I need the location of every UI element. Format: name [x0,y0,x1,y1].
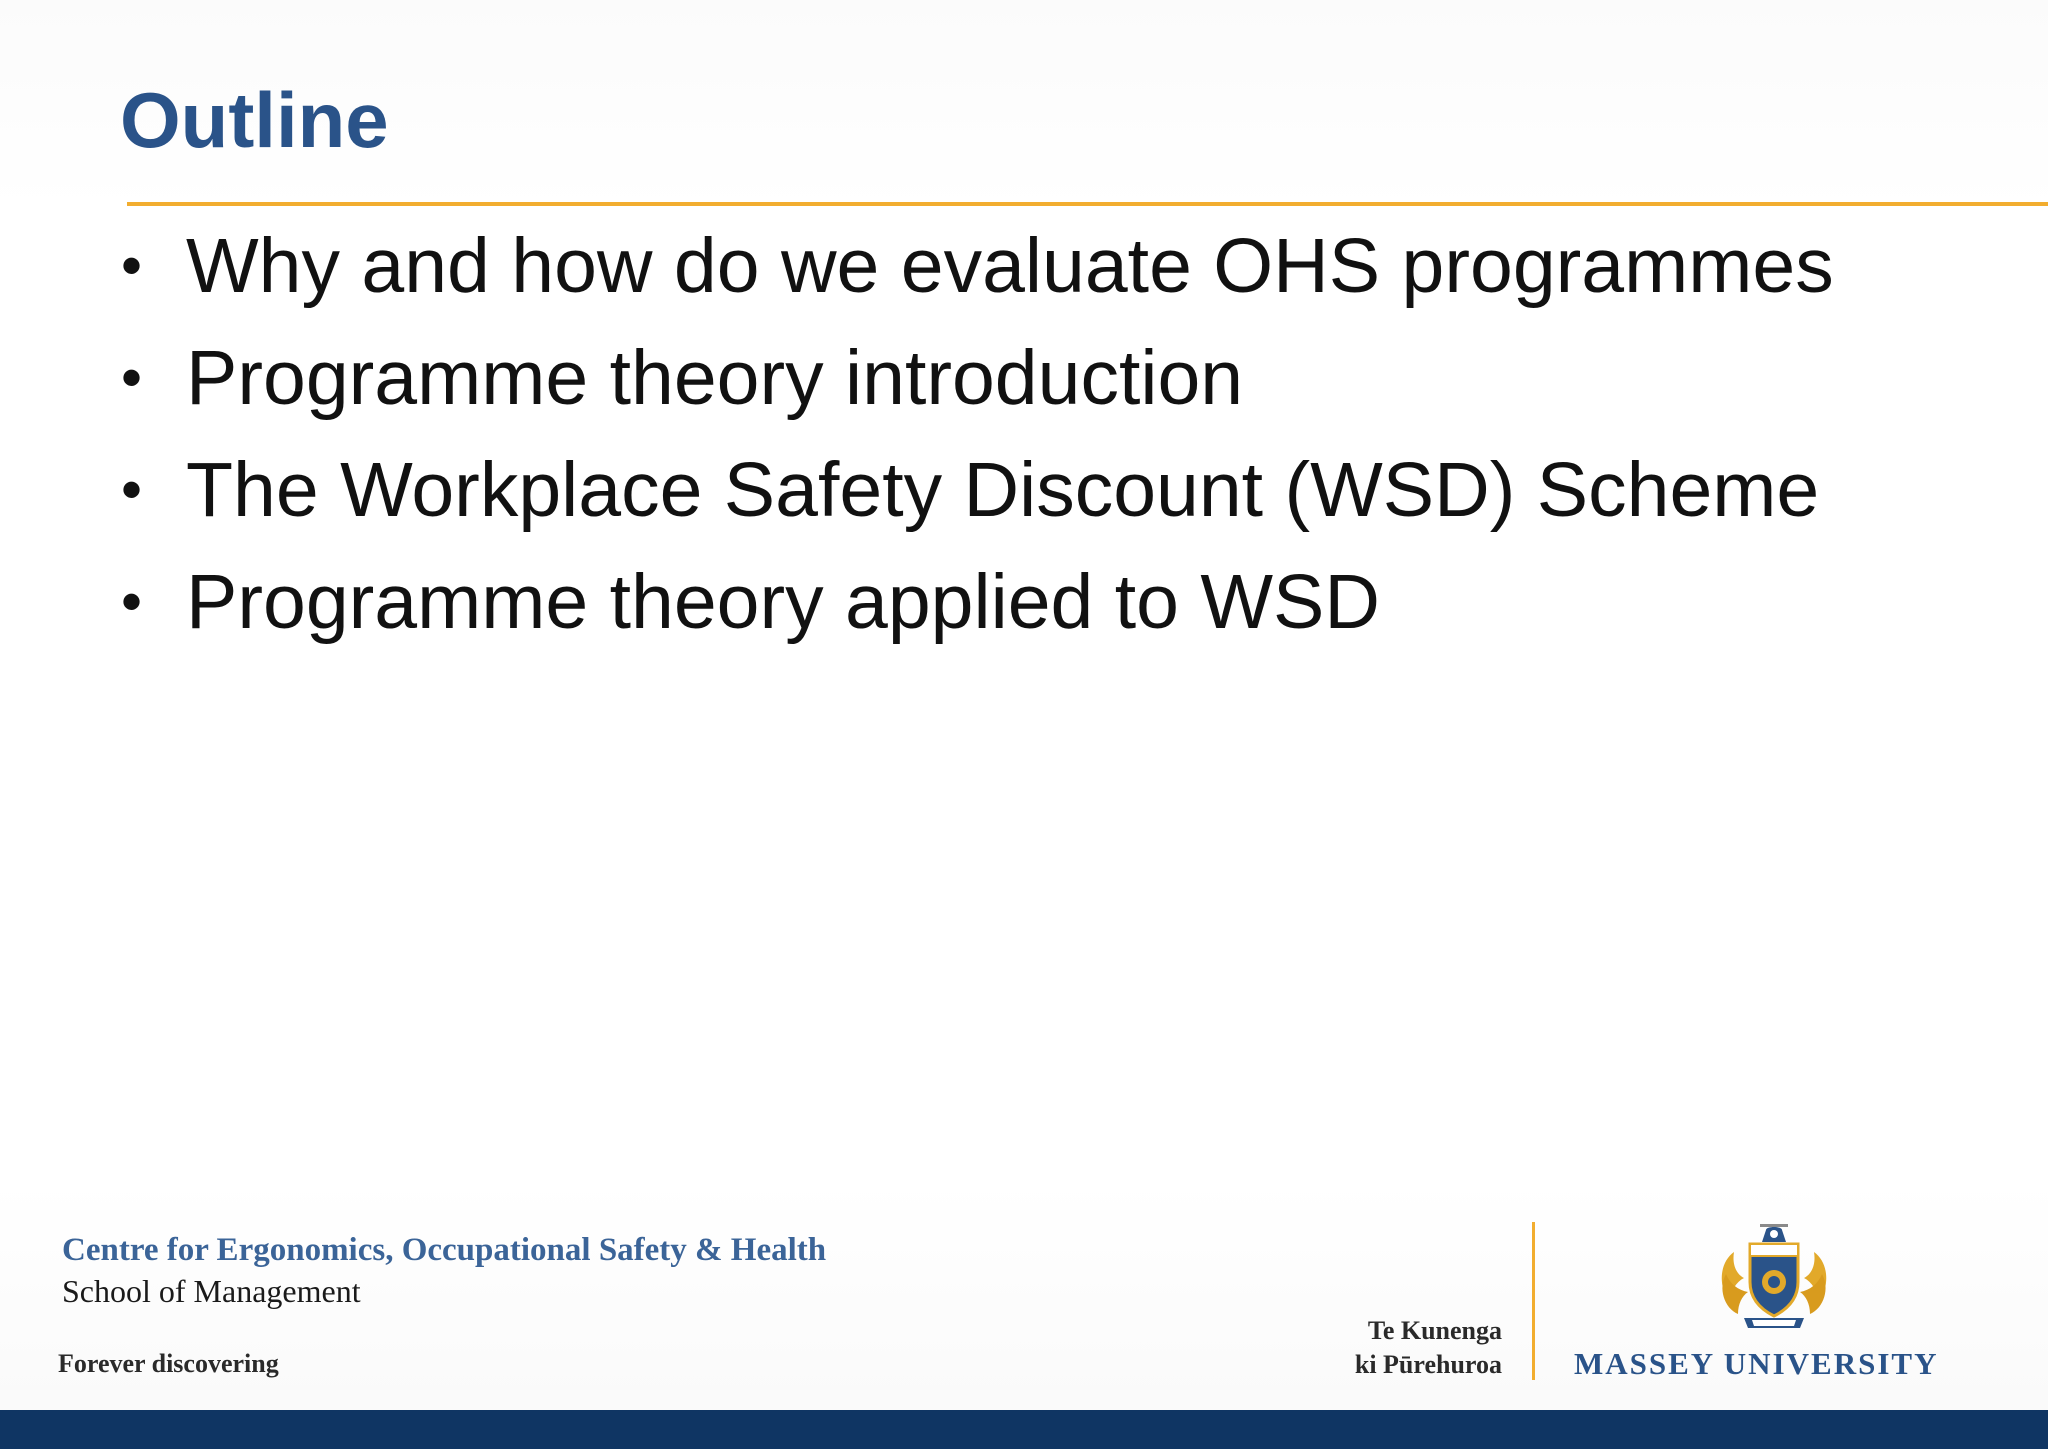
bullet-text: Programme theory introduction [186,335,1244,421]
maori-name-line-1: Te Kunenga [1367,1316,1502,1345]
maori-university-name [1355,1314,1502,1382]
bullet-item [118,434,1834,546]
bullet-marker: • [121,232,143,299]
bullet-text: The Workplace Safety Discount (WSD) Scheme [186,447,1820,533]
bullet-item [118,210,1834,322]
logo-divider [1532,1222,1535,1380]
bullet-item [118,546,1834,658]
bullet-list [118,210,1834,658]
bullet-marker: • [121,456,143,523]
bottom-bar [0,1410,2048,1449]
bullet-item [118,322,1834,434]
bullet-text: Programme theory applied to WSD [186,559,1380,645]
bullet-text: Why and how do we evaluate OHS programmes [186,223,1834,309]
university-wordmark: MASSEY UNIVERSITY [1574,1346,1939,1381]
maori-name-line-2: ki Pūrehuroa [1354,1350,1502,1379]
school-name: School of Management [62,1273,361,1309]
massey-crest-icon [1716,1222,1832,1334]
bullet-marker: • [121,568,143,635]
bullet-marker: • [121,344,143,411]
title-divider [127,202,2048,206]
slide-title: Outline [120,76,389,164]
tagline: Forever discovering [58,1349,279,1378]
centre-name: Centre for Ergonomics, Occupational Safety & Health [62,1232,827,1268]
